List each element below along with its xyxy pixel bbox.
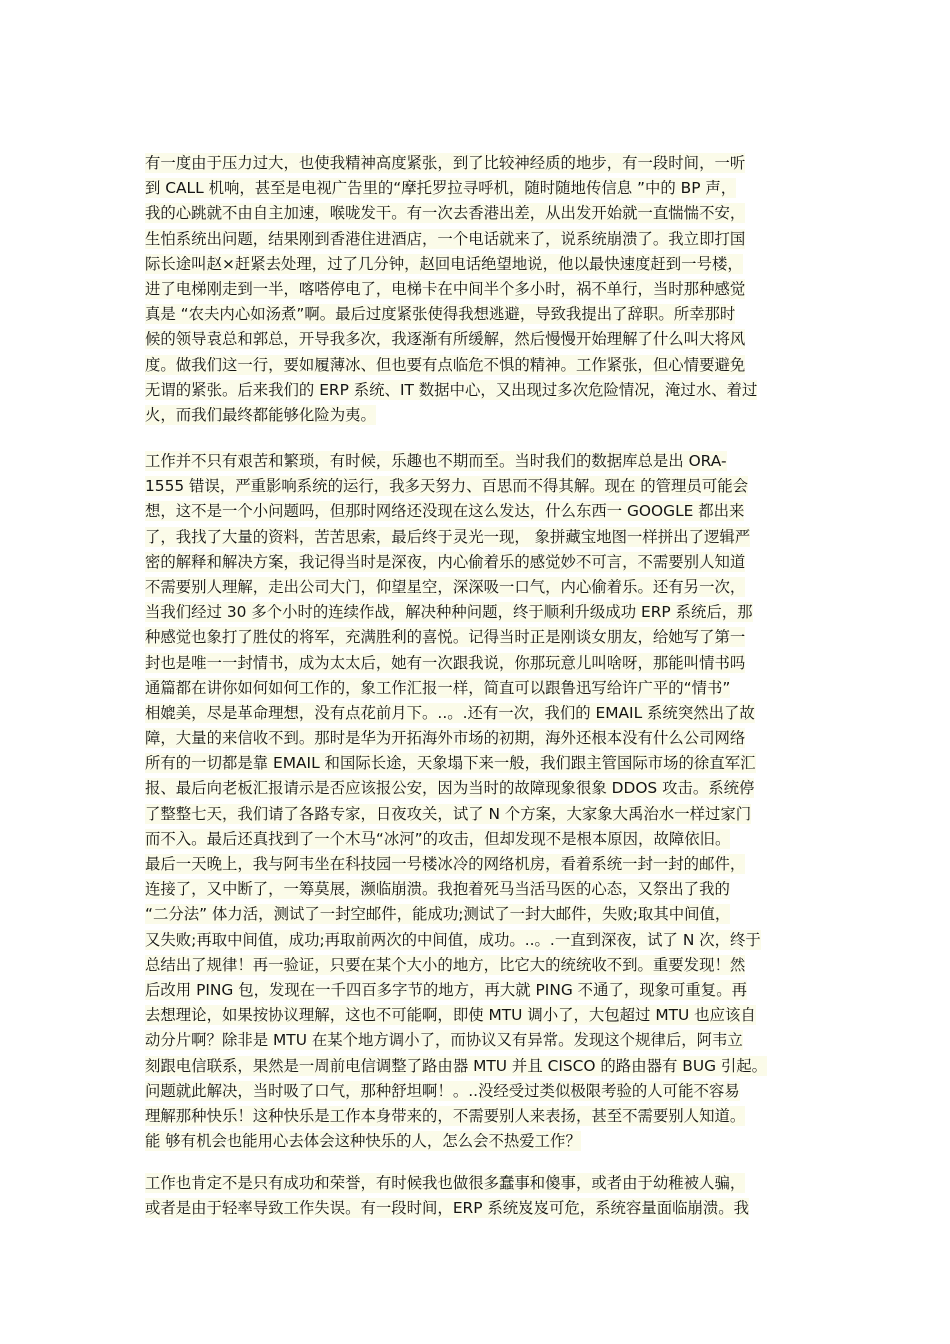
text-line [145, 802, 817, 827]
text-line [145, 877, 817, 902]
text-line [145, 978, 817, 1003]
text-line [145, 701, 817, 726]
text-line-content: 了整整七天，我们请了各路专家，日夜攻关，试了 N 个方案，大家象大禹治水一样过家门 [145, 804, 752, 823]
text-line [145, 1003, 817, 1028]
paragraph-mistakes [145, 1171, 817, 1221]
text-line-content: 或者是由于轻率导致工作失误。有一段时间，ERP 系统岌岌可危，系统容量面临崩溃。我 [145, 1199, 750, 1218]
text-line-content: “二分法” 体力活，测试了一封空邮件，能成功;测试了一封大邮件，失败;取其中间值， [145, 905, 731, 924]
text-line [145, 151, 817, 176]
text-line [145, 651, 817, 676]
text-line [145, 928, 817, 953]
text-line-content: 1555 错误，严重影响系统的运行，我多天努力、百思而不得其解。现在 的管理员可能会 [145, 477, 749, 496]
text-line-content: 理解那种快乐！这种快乐是工作本身带来的，不需要别人来表扬，甚至不需要别人知道。 [145, 1106, 746, 1125]
text-line [145, 1104, 817, 1129]
text-line-content: 有一度由于压力过大，也使我精神高度紧张，到了比较神经质的地步，有一段时间，一听 [145, 154, 746, 172]
text-line-content: 密的解释和解决方案，我记得当时是深夜，内心偷着乐的感觉妙不可言，不需要别人知道 [145, 552, 746, 571]
text-line [145, 1054, 817, 1079]
text-line [145, 353, 817, 378]
text-line [145, 550, 817, 575]
text-line-content: 不需要别人理解，走出公司大门，仰望星空，深深吸一口气，内心偷着乐。还有另一次， [145, 577, 746, 596]
paragraph-joy-of-work [145, 449, 817, 1154]
text-line-content: 动分片啊？除非是 MTU 在某个地方调小了，而协议又有异常。发现这个规律后，阿韦立 [145, 1031, 743, 1050]
text-line [145, 852, 817, 877]
text-line [145, 625, 817, 650]
text-line-content: 火，而我们最终都能够化险为夷。 [145, 405, 376, 424]
text-line-content: 能 够有机会也能用心去体会这种快乐的人，怎么会不热爱工作？ [145, 1132, 581, 1151]
text-line-content: 后改用 PING 包，发现在一千四百多字节的地方，再大就 PING 不通了，现象可重复。再 [145, 980, 747, 999]
text-line-content: 所有的一切都是靠 EMAIL 和国际长途，天象塌下来一般，我们跟主管国际市场的徐直军汇 [145, 754, 756, 773]
text-line-content: 生怕系统出问题，结果刚到香港住进酒店，一个电话就来了，说系统崩溃了。我立即打国 [145, 229, 746, 248]
text-line-content: 刻跟电信联系，果然是一周前电信调整了路由器 MTU 并且 CISCO 的路由器有 BUG 引起。 [145, 1056, 768, 1075]
text-line [145, 600, 817, 625]
text-line-content: 最后一天晚上，我与阿韦坐在科技园一号楼冰冷的网络机房，看着系统一封一封的邮件， [145, 855, 746, 873]
text-line-content: 去想理论，如果按协议理解，这也不可能啊，即使 MTU 调小了，大包超过 MTU 也应该自 [145, 1006, 756, 1025]
text-line-content: 度。做我们这一行，要如履薄冰、但也要有点临危不惧的精神。工作紧张，但心情要避免 [145, 355, 746, 374]
text-line-content: 封也是唯一一封情书，成为太太后，她有一次跟我说，你那玩意儿叫啥呀，那能叫情书吗 [145, 653, 746, 672]
text-line-content: 总结出了规律！再一验证，只要在某个大小的地方，比它大的统统收不到。重要发现！然 [145, 955, 746, 974]
text-line-content: 了，我找了大量的资料，苦苦思索，最后终于灵光一现， 象拼藏宝地图一样拼出了逻辑严 [145, 527, 751, 546]
text-line-content: 相媲美，尽是革命理想，没有点花前月下。..。.还有一次，我们的 EMAIL 系统突然出了故 [145, 703, 755, 722]
text-line [145, 1079, 817, 1104]
text-line [145, 1196, 817, 1221]
text-line [145, 1171, 817, 1196]
text-line [145, 902, 817, 927]
text-line-content: 无谓的紧张。后来我们的 ERP 系统、IT 数据中心，又出现过多次危险情况，淹过水、着过 [145, 380, 758, 399]
text-line-content: 问题就此解决，当时吸了口气，那种舒坦啊！。..没经受过类似极限考验的人可能不容易 [145, 1081, 740, 1100]
text-line-content: 真是 “农夫内心如汤煮”啊。最后过度紧张使得我想逃避，导致我提出了辞职。所幸那时 [145, 305, 736, 324]
text-line-content: 际长途叫赵×赶紧去处理，过了几分钟，赵回电话绝望地说，他以最快速度赶到一号楼， [145, 254, 743, 273]
text-line-content: 而不入。最后还真找到了一个木马“冰河”的攻击，但却发现不是根本原因，故障依旧。 [145, 829, 731, 848]
text-line [145, 1129, 817, 1154]
text-line [145, 1028, 817, 1053]
text-line [145, 227, 817, 252]
text-line-content: 到 CALL 机响，甚至是电视广告里的“摩托罗拉寻呼机，随时随地传信息 ”中的 BP 声， [145, 179, 737, 198]
text-line-content: 进了电梯刚走到一半，喀嗒停电了，电梯卡在中间半个多小时，祸不单行，当时那种感觉 [145, 279, 746, 298]
text-line-content: 工作也肯定不是只有成功和荣誉，有时候我也做很多蠢事和傻事，或者由于幼稚被人骗， [145, 1174, 746, 1192]
text-line [145, 449, 817, 474]
text-line-content: 种感觉也象打了胜仗的将军，充满胜利的喜悦。记得当时正是刚谈女朋友，给她写了第一 [145, 628, 746, 647]
text-line [145, 176, 817, 201]
text-line [145, 378, 817, 403]
text-line [145, 252, 817, 277]
text-line-content: 工作并不只有艰苦和繁琐，有时候，乐趣也不期而至。当时我们的数据库总是出 ORA- [145, 452, 727, 470]
text-line [145, 676, 817, 701]
text-line-content: 想，这不是一个小问题吗，但那时网络还没现在这么发达，什么东西一 GOOGLE 都出来 [145, 502, 745, 521]
text-line-content: 报、最后向老板汇报请示是否应该报公安，因为当时的故障现象很象 DDOS 攻击。系统停 [145, 779, 755, 798]
text-line-content: 我的心跳就不由自主加速，喉咙发干。有一次去香港出差，从出发开始就一直惴惴不安， [145, 204, 746, 223]
text-line-content: 又失败;再取中间值，成功;再取前两次的中间值，成功。..。.一直到深夜，试了 N 次，终于 [145, 930, 761, 949]
text-line [145, 953, 817, 978]
text-line-content: 通篇都在讲你如何如何工作的，象工作汇报一样，简直可以跟鲁迅写给许广平的“情书” [145, 678, 731, 697]
text-line-content: 障，大量的来信收不到。那时是华为开拓海外市场的初期，海外还根本没有什么公司网络 [145, 729, 746, 748]
text-line [145, 474, 817, 499]
text-line [145, 575, 817, 600]
text-line [145, 525, 817, 550]
text-line-content: 连接了，又中断了，一筹莫展，濒临崩溃。我抱着死马当活马医的心态，又祭出了我的 [145, 880, 730, 899]
text-line [145, 751, 817, 776]
text-line [145, 726, 817, 751]
text-line [145, 827, 817, 852]
text-line-content: 当我们经过 30 多个小时的连续作战，解决种种问题，终于顺利升级成功 ERP 系统后，那 [145, 603, 753, 622]
text-line [145, 776, 817, 801]
text-line [145, 327, 817, 352]
text-line [145, 302, 817, 327]
text-line [145, 277, 817, 302]
text-line [145, 403, 817, 428]
text-line [145, 201, 817, 226]
text-line-content: 候的领导袁总和郭总，开导我多次，我逐渐有所缓解，然后慢慢开始理解了什么叫大将风 [145, 330, 746, 349]
text-line [145, 499, 817, 524]
paragraph-pressure [145, 151, 817, 428]
